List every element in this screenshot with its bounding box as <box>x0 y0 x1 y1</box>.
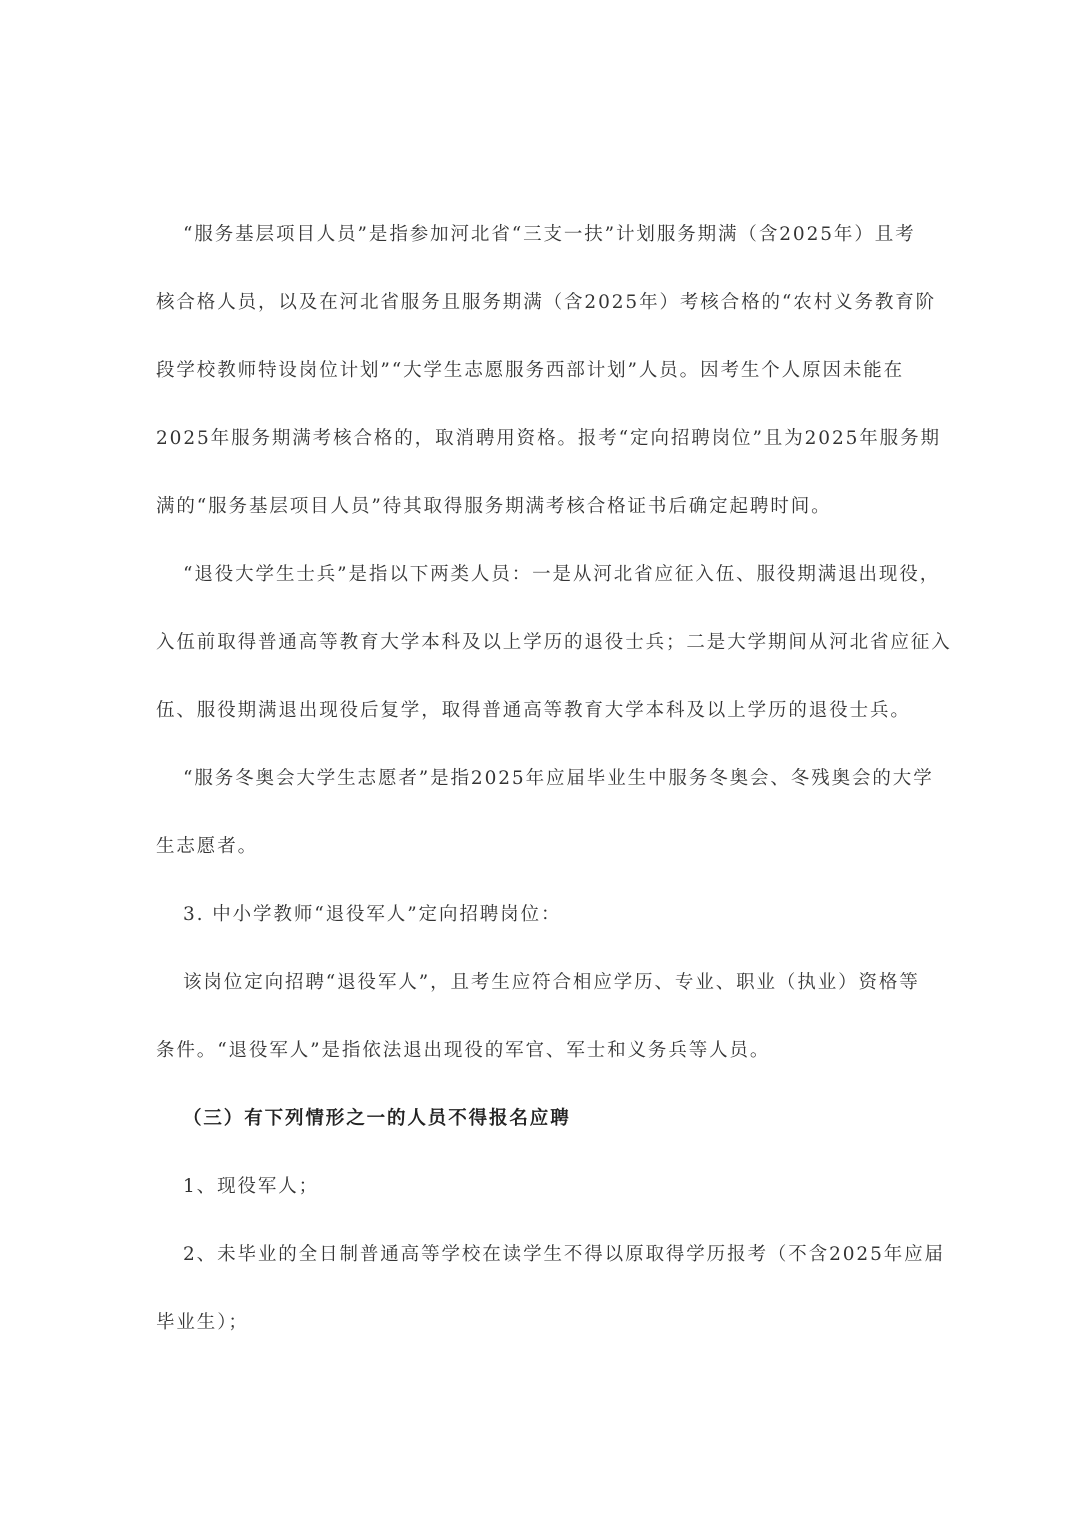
paragraph-line: 毕业生）； <box>156 1312 249 1333</box>
paragraph-line: 段学校教师特设岗位计划”“大学生志愿服务西部计划”人员。因考生个人原因未能在 <box>156 360 905 381</box>
list-item: 1、现役军人； <box>183 1176 320 1197</box>
paragraph-line: 伍、服役期满退出现役后复学，取得普通高等教育大学本科及以上学历的退役士兵。 <box>156 700 911 721</box>
list-item: 2、未毕业的全日制普通高等学校在读学生不得以原取得学历报考（不含2025年应届 <box>183 1244 945 1265</box>
paragraph-line: “服务冬奥会大学生志愿者”是指2025年应届毕业生中服务冬奥会、冬残奥会的大学 <box>183 768 934 789</box>
paragraph-line: 该岗位定向招聘“退役军人”，且考生应符合相应学历、专业、职业（执业）资格等 <box>183 972 920 993</box>
document-body <box>156 213 952 1369</box>
paragraph-line: “退役大学生士兵”是指以下两类人员：一是从河北省应征入伍、服役期满退出现役， <box>183 564 941 585</box>
paragraph-line: 入伍前取得普通高等教育大学本科及以上学历的退役士兵；二是大学期间从河北省应征入 <box>156 632 952 653</box>
paragraph-line: “服务基层项目人员”是指参加河北省“三支一扶”计划服务期满（含2025年）且考 <box>183 224 916 245</box>
paragraph-line: 核合格人员，以及在河北省服务且服务期满（含2025年）考核合格的“农村义务教育阶 <box>156 292 937 313</box>
paragraph-line: 满的“服务基层项目人员”待其取得服务期满考核合格证书后确定起聘时间。 <box>156 496 832 517</box>
list-item-heading: 3. 中小学教师“退役军人”定向招聘岗位： <box>183 904 562 925</box>
section-heading: （三）有下列情形之一的人员不得报名应聘 <box>183 1108 571 1129</box>
paragraph-line: 生志愿者。 <box>156 836 259 857</box>
paragraph-line: 条件。“退役军人”是指依法退出现役的军官、军士和义务兵等人员。 <box>156 1040 771 1061</box>
paragraph-line: 2025年服务期满考核合格的，取消聘用资格。报考“定向招聘岗位”且为2025年服务期 <box>156 428 941 449</box>
